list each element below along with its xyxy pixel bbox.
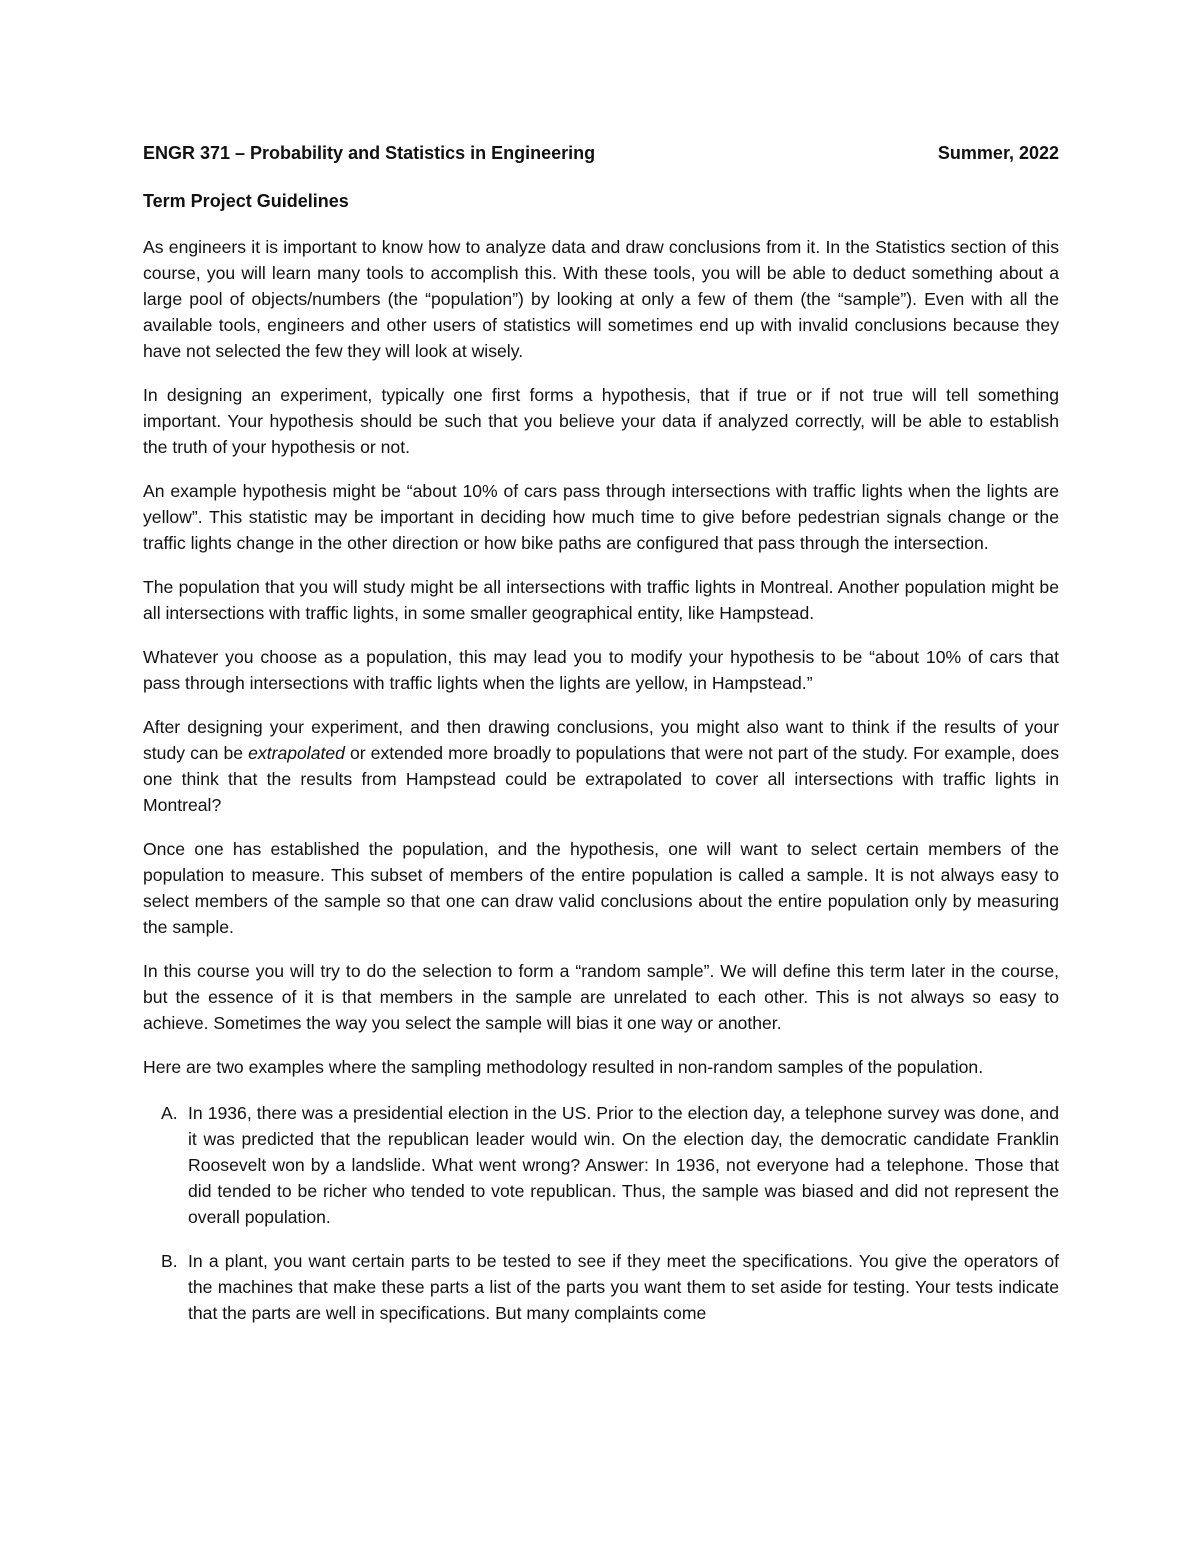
term-label: Summer, 2022 xyxy=(937,143,1059,163)
list-item xyxy=(143,1248,1059,1326)
paragraph-modify-hypothesis: Whatever you choose as a population, this may lead you to modify your hypothesis to be “about 10% of cars that pass through intersections with traffic lights when the lights are yellow, in Hampstead.” xyxy=(143,647,1059,693)
paragraph-population: The population that you will study might be all intersections with traffic lights in Montreal. Another population might be all intersections with traffic lights, in some smaller geographical entity, like Hampstead. xyxy=(143,577,1059,623)
paragraph-random-sample: In this course you will try to do the selection to form a “random sample”. We will define this term later in the course, but the essence of it is that members in the sample are unrelated to each other. This is not always so easy to achieve. Sometimes the way you select the sample will bias it one way or another. xyxy=(143,961,1059,1033)
document-header xyxy=(143,140,1059,166)
course-title: ENGR 371 – Probability and Statistics in Engineering xyxy=(143,143,596,163)
examples-list xyxy=(143,1100,1059,1326)
paragraph-intro: As engineers it is important to know how to analyze data and draw conclusions from it. In the Statistics section of this course, you will learn many tools to accomplish this. With these tools, you will be able to deduct something about a large pool of objects/numbers (the “population”) by looking at only a few of them (the “sample”). Even with all the available tools, engineers and other users of statistics will sometimes end up with invalid conclusions because they have not selected the few they will look at wisely. xyxy=(143,237,1059,361)
list-marker: B. xyxy=(161,1251,178,1271)
paragraph-examples-intro: Here are two examples where the sampling methodology resulted in non-random samples of the population. xyxy=(143,1057,984,1077)
extrapolate-text-before: After designing your experiment, and then drawing conclusions, you might also want to think if the results of your study can be xyxy=(143,717,1059,763)
list-item xyxy=(143,1100,1059,1230)
extrapolated-emphasis: extrapolated xyxy=(248,743,345,763)
paragraph-example-hypothesis: An example hypothesis might be “about 10% of cars pass through intersections with traffic lights when the lights are yellow”. This statistic may be important in deciding how much time to give before pedestrian signals change or the traffic lights change in the other direction or how bike paths are configured that pass through the intersection. xyxy=(143,481,1059,553)
list-item-text: In a plant, you want certain parts to be tested to see if they meet the specifications. You give the operators of the machines that make these parts a list of the parts you want them to set aside for testing. Your tests indicate that the parts are well in specifications. But many complaints come xyxy=(188,1251,1059,1323)
paragraph-hypothesis: In designing an experiment, typically one first forms a hypothesis, that if true or if not true will tell something important. Your hypothesis should be such that you believe your data if analyzed correctly, will be able to establish the truth of your hypothesis or not. xyxy=(143,385,1059,457)
list-marker: A. xyxy=(161,1103,178,1123)
paragraph-extrapolate xyxy=(143,714,1059,818)
paragraph-sample: Once one has established the population, and the hypothesis, one will want to select certain members of the population to measure. This subset of members of the entire population is called a sample. It is not always easy to select members of the sample so that one can draw valid conclusions about the entire population only by measuring the sample. xyxy=(143,839,1059,937)
document-page xyxy=(143,140,1059,1344)
document-subtitle: Term Project Guidelines xyxy=(143,191,349,211)
list-item-text: In 1936, there was a presidential election in the US. Prior to the election day, a telephone survey was done, and it was predicted that the republican leader would win. On the election day, the democratic candidate Franklin Roosevelt won by a landslide. What went wrong? Answer: In 1936, not everyone had a telephone. Those that did tended to be richer who tended to vote republican. Thus, the sample was biased and did not represent the overall population. xyxy=(188,1103,1059,1227)
extrapolate-text-after: or extended more broadly to populations that were not part of the study. For example, does one think that the results from Hampstead could be extrapolated to cover all intersections with traffic lights in Montreal? xyxy=(143,743,1060,815)
